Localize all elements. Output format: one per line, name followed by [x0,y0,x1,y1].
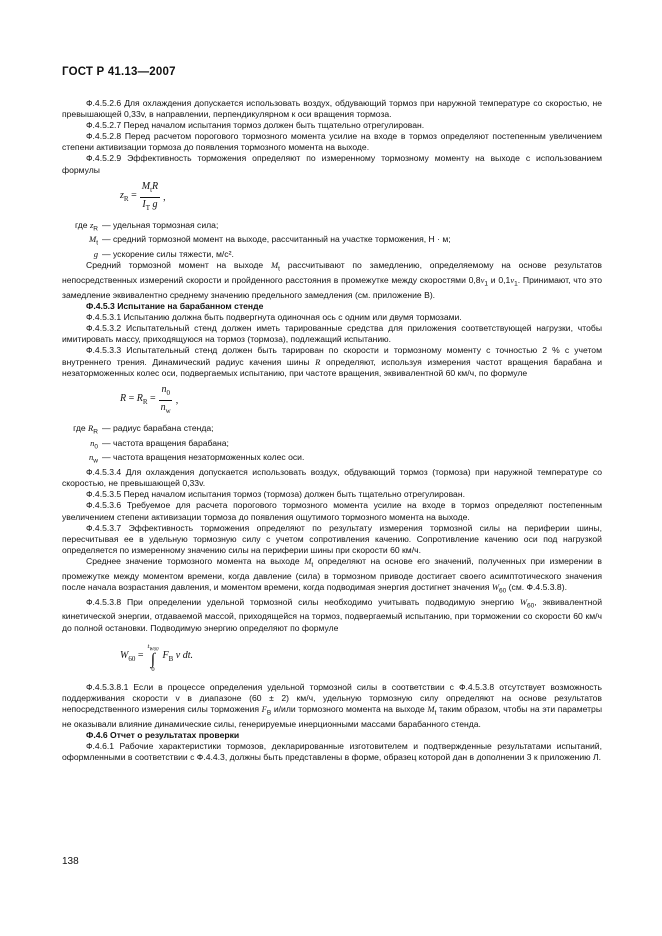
paragraph-mean-torque: Средний тормозной момент на выходе $M_t$ рассчитывают по замедлению, определяемому на основе результатов непосредственных измерений скорости и пройденного расстояния в промежутке между скоростями $0,8v_1$ и $0,1v_1$. Принимают, что это замедление эквивалентно среднему значению предельного замедления (см. приложение В). [62,260,602,300]
paragraph-f4526: Ф.4.5.2.6 Для охлаждения допускается использовать воздух, обдувающий тормоз при наружной температуре со скоростью, не превышающей 0,33v, в направлении, перпендикулярном к оси вращения тормоза. [62,98,602,120]
definitions-z [62,220,602,261]
section-heading-f453: Ф.4.5.3 Испытание на барабанном стенде [86,301,264,312]
formula-r: $R = R_R$ = $\frac{n_0}{n_w}$ , [120,384,179,416]
document-header: ГОСТ Р 41.13—2007 [62,66,176,78]
paragraph-f4532: Ф.4.5.3.2 Испытательный стенд должен иметь тарированные средства для приложения соответствующей нагрузки, чтобы имитировать массу, приходящуюся на тормоз (тормоза), подлежащий испытанию. [62,323,602,345]
paragraph-f4536: Ф.4.5.3.6 Требуемое для расчета порогового тормозного момента усилие на входе в тормоз определяют постепенным увеличением степени активизации тормоза до появления ощутимого тормозного момента на выходе. [62,500,602,522]
formula-z: $z_R$ = $\frac{M_tR}{I_T g}$ , [120,181,166,213]
paragraph-f4537: Ф.4.5.3.7 Эффективность торможения определяют по результату измерения тормозной силы на периферии шины, пересчитывая ее в удельную тормозную силу с учетом сопротивления качению. Сопротивление качению оси под нагрузкой определяется по измеренному значению силы на периферии шины при скорости 60 км/ч. [62,522,602,555]
definition-item: $M_t$ — средний тормозной момент на выходе, рассчитанный на участке торможения, Н · м; [89,234,451,248]
page-number: 138 [62,856,79,867]
integral-sign: $t_{W60}$ ∫ 0 [147,642,159,673]
section-heading-f46: Ф.4.6 Отчет о результатах проверки [86,729,240,740]
paragraph-f4527: Ф.4.5.2.7 Перед началом испытания тормоз должен быть тщательно отрегулирован. [86,120,425,131]
paragraph-f4535: Ф.4.5.3.5 Перед началом испытания тормоз (тормоза) должен быть тщательно отрегулирован. [86,489,465,500]
paragraph-f45381: Ф.4.5.3.8.1 Если в процессе определения удельной тормозной силы в соответствии с Ф.4.5.3.8 отсутствует возможность поддерживания скорости v в диапазоне (60 ± 2) км/ч, удельную тормозную силу определяют на основе результатов непосредственного измерения силы торможения $F_B$ и/или тормозного момента на выходе $M_t$ таким образом, чтобы на эти параметры не оказывали влияние динамические силы, генерируемые инерционными массами барабанного стенда. [62,681,602,729]
paragraph-f4531: Ф.4.5.3.1 Испытанию должна быть подвергнута одиночная ось с одним или двумя тормозами. [86,312,462,323]
formula-w60: $W_{60}$ = $t_{W60}$ ∫ 0 $F_B$ v dt. [120,642,193,673]
definition-item: где $R_R$ — радиус барабана стенда; [73,422,214,436]
definitions-r [62,423,602,467]
paragraph-f4538: Ф.4.5.3.8 При определении удельной тормозной силы необходимо учитывать подводимую энергию $W_{60}$, эквивалентной кинетической энергии, отдаваемой массой, приходящейся на тормоз, подвергаемый испытанию, при торможении со скорости 60 км/ч до полной остановки. Подводимую энергию определяют по формуле [62,596,603,633]
paragraph-f461: Ф.4.6.1 Рабочие характеристики тормозов, декларированные изготовителем и подтвержденные результатами испытаний, оформленными в соответствии с Ф.4.4.3, должны быть представлены в форме, образец которой дан в дополнении 3 к приложению Л. [62,740,602,762]
definition-item: $n_0$ — частота вращения барабана; [90,437,229,451]
definition-item: $n_w$ — частота вращения незаторможенных колес оси. [89,452,305,466]
paragraph-f4528: Ф.4.5.2.8 Перед расчетом порогового тормозного момента усилие на входе в тормоз определяют постепенным увеличением степени активизации тормоза до появления тормозного момента на выходе. [62,131,602,153]
paragraph-average-torque: Среднее значение тормозного момента на выходе $M_t$ определяют на основе его значений, полученных при измерении в промежутке между моментом времени, когда давление (сила) в тормозном приводе достигает своего асимптотического значения после начала возрастания давления, и моментом времени, когда подводимая энергия достигнет значения $W_{60}$ (см. Ф.4.5.3.8). [62,555,602,595]
paragraph-f4533: Ф.4.5.3.3 Испытательный стенд должен быть тарирован по скорости и тормозному моменту с точностью 2 % с учетом внутреннего трения. Динамический радиус качения шины R определяют, используя измерения частот вращения барабана и незаторможенных колес оси, подвергаемых испытанию, при частоте вращения, эквивалентной 60 км/ч, по формуле [62,345,602,378]
paragraph-f4534: Ф.4.5.3.4 Для охлаждения допускается использовать воздух, обдувающий тормоз (тормоза) при наружной температуре со скоростью, не превышающей 0,33v. [62,467,602,489]
definition-item: g — ускорение силы тяжести, м/с². [93,249,234,260]
document-body [62,98,602,763]
paragraph-f4529: Ф.4.5.2.9 Эффективность торможения определяют по измеренному тормозному моменту на выходе с использованием формулы [62,153,602,175]
definition-item: где $z_R$ — удельная тормозная сила; [75,219,219,233]
